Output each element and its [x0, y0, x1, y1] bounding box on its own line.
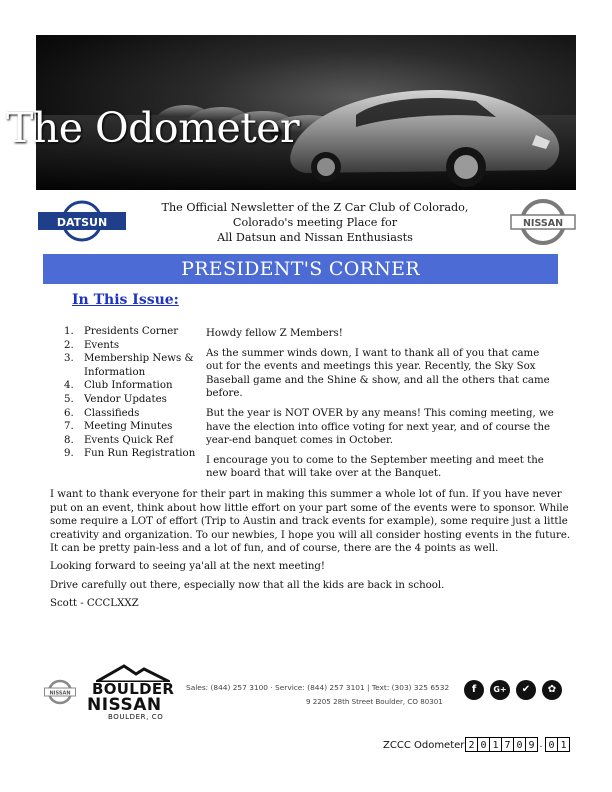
- in-this-issue-heading: In This Issue:: [72, 292, 179, 308]
- paragraph: Looking forward to seeing ya'all at the next meeting!: [50, 561, 326, 573]
- datsun-logo-text: DATSUN: [56, 216, 108, 229]
- check-icon[interactable]: ✔: [516, 680, 536, 700]
- paragraph: As the summer winds down, I want to thank all of you that came out for the events and meetings this year. Recently, the Sky Sox Baseball game and the Shine & show, and all the others that came before.: [206, 347, 550, 400]
- odometer-digit: 0: [477, 737, 490, 752]
- odometer-digit: 1: [557, 737, 570, 752]
- toc-item[interactable]: 6. Classifieds: [64, 407, 140, 419]
- odometer-digit: 0: [513, 737, 526, 752]
- google-plus-icon[interactable]: G+: [490, 680, 510, 700]
- odometer-label: ZCCC Odometer: [383, 740, 465, 751]
- dealer-contact: Sales: (844) 257 3100 · Service: (844) 257 3101 | Text: (303) 325 6532: [186, 683, 450, 692]
- nissan-badge-text: NISSAN: [49, 690, 71, 697]
- paragraph: I encourage you to come to the September meeting and meet the new board that will take over at the Banquet.: [206, 454, 544, 480]
- table-of-contents: [64, 325, 204, 461]
- newsletter-title: The Odometer: [6, 104, 300, 152]
- newsletter-subtitle: [140, 200, 490, 245]
- president-message-intro: [206, 327, 554, 487]
- paragraph: But the year is NOT OVER by any means! This coming meeting, we have the election into office voting for next year, and of course the year-end banquet comes in October.: [206, 407, 554, 447]
- section-title-bar: PRESIDENT'S CORNER: [43, 254, 558, 284]
- odometer-digit: 0: [545, 737, 558, 752]
- datsun-logo: [37, 200, 127, 242]
- toc-item[interactable]: 2. Events: [64, 339, 120, 351]
- signature: Scott - CCCLXXZ: [50, 597, 139, 609]
- toc-item[interactable]: 1. Presidents Corner: [64, 326, 179, 337]
- subtitle-line: Colorado's meeting Place for: [232, 216, 398, 229]
- subtitle-line: The Official Newsletter of the Z Car Club of Colorado,: [161, 201, 469, 214]
- odometer-digit: 7: [501, 737, 514, 752]
- nissan-logo: [510, 196, 576, 252]
- nissan-badge-icon: [44, 678, 76, 706]
- toc-item[interactable]: 9. Fun Run Registration: [64, 448, 196, 460]
- facebook-icon[interactable]: f: [464, 680, 484, 700]
- odometer-separator: .: [539, 739, 543, 750]
- yelp-icon[interactable]: ✿: [542, 680, 562, 700]
- toc-item[interactable]: 8. Events Quick Ref: [64, 434, 174, 446]
- paragraph: I want to thank everyone for their part in making this summer a whole lot of fun. If you have never put on an event, think about how little effort on your part some of the events were to sponsor. While some require a LOT of effort (Trip to Austin and track events for example), some require just a little creativity and organization. To our newbies, I hope you will all consider hosting events in the future. It can be pretty pain-less and a lot of fun, and of course, there are the 4 points as well.: [50, 489, 571, 555]
- paragraph: Howdy fellow Z Members!: [206, 328, 343, 339]
- subtitle-line: All Datsun and Nissan Enthusiasts: [217, 231, 413, 244]
- toc-item[interactable]: 3. Membership News & Information: [64, 353, 194, 378]
- nissan-logo-text: NISSAN: [522, 218, 564, 229]
- toc-item[interactable]: 7. Meeting Minutes: [64, 421, 173, 433]
- dealer-city: BOULDER, CO: [108, 713, 164, 721]
- dealer-name-line1: BOULDER: [92, 680, 175, 698]
- odometer-digit: 1: [489, 737, 502, 752]
- odometer-digit: 9: [525, 737, 538, 752]
- paragraph: Drive carefully out there, especially now that all the kids are back in school.: [50, 579, 445, 591]
- dealer-address: 9 2205 28th Street Boulder, CO 80301: [306, 697, 443, 706]
- odometer-digits: [465, 737, 569, 752]
- president-message-body: [50, 488, 578, 615]
- toc-item[interactable]: 4. Club Information: [64, 380, 173, 392]
- dealer-name-line2: NISSAN: [87, 695, 162, 715]
- odometer-digit: 2: [465, 737, 478, 752]
- toc-item[interactable]: 5. Vendor Updates: [64, 393, 167, 405]
